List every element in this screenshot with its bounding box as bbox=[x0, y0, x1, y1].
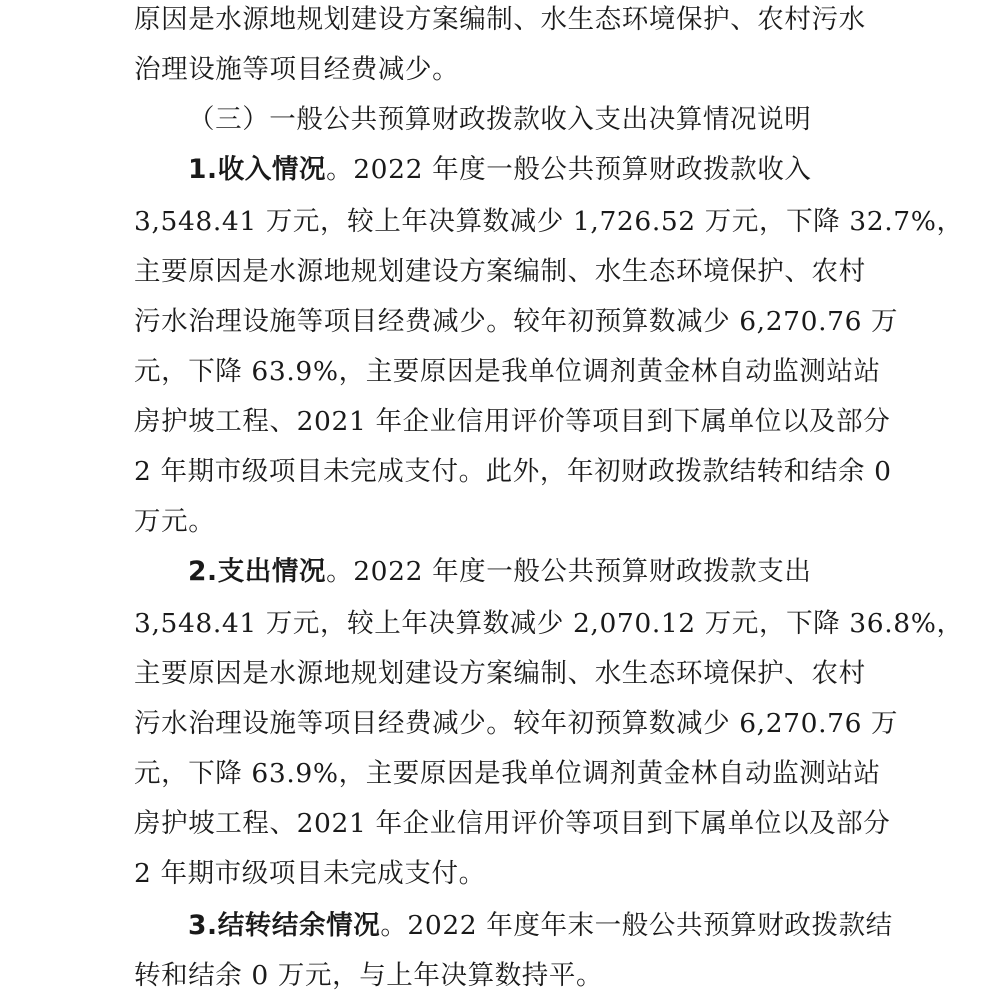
paragraph-text: 。2022 年度一般公共预算财政拨款支出 bbox=[326, 556, 812, 587]
paragraph-line: 3,548.41 万元，较上年决算数减少 1,726.52 万元，下降 32.7%， bbox=[134, 206, 964, 237]
paragraph-line: 转和结余 0 万元，与上年决算数持平。 bbox=[134, 960, 604, 991]
paragraph-line: 主要原因是水源地规划建设方案编制、水生态环境保护、农村 bbox=[134, 256, 866, 287]
paragraph-line: 2 年期市级项目未完成支付。此外，年初财政拨款结转和结余 0 bbox=[134, 456, 892, 487]
income-paragraph-start bbox=[188, 153, 811, 187]
paragraph-text: 。2022 年度年末一般公共预算财政拨款结 bbox=[380, 910, 893, 941]
paragraph-line: 2 年期市级项目未完成支付。 bbox=[134, 858, 486, 889]
section-heading: （三）一般公共预算财政拨款收入支出决算情况说明 bbox=[188, 104, 812, 135]
paragraph-text: 。2022 年度一般公共预算财政拨款收入 bbox=[326, 154, 812, 185]
paragraph-line: 元，下降 63.9%，主要原因是我单位调剂黄金林自动监测站站 bbox=[134, 758, 881, 789]
paragraph-line: 污水治理设施等项目经费减少。较年初预算数减少 6,270.76 万 bbox=[134, 708, 899, 739]
paragraph-line: 治理设施等项目经费减少。 bbox=[134, 54, 460, 85]
expense-paragraph-start bbox=[188, 555, 811, 589]
carryover-label: 3.结转结余情况 bbox=[188, 910, 381, 941]
paragraph-line: 房护坡工程、2021 年企业信用评价等项目到下属单位以及部分 bbox=[134, 406, 891, 437]
paragraph-line: 原因是水源地规划建设方案编制、水生态环境保护、农村污水 bbox=[134, 4, 866, 35]
paragraph-line: 污水治理设施等项目经费减少。较年初预算数减少 6,270.76 万 bbox=[134, 306, 899, 337]
paragraph-line: 3,548.41 万元，较上年决算数减少 2,070.12 万元，下降 36.8%， bbox=[134, 608, 964, 639]
paragraph-line: 主要原因是水源地规划建设方案编制、水生态环境保护、农村 bbox=[134, 658, 866, 689]
expense-label: 2.支出情况 bbox=[188, 556, 327, 587]
income-label: 1.收入情况 bbox=[188, 154, 327, 185]
carryover-paragraph-start bbox=[188, 909, 893, 943]
paragraph-line: 万元。 bbox=[134, 506, 216, 537]
paragraph-line: 元，下降 63.9%，主要原因是我单位调剂黄金林自动监测站站 bbox=[134, 356, 881, 387]
paragraph-line: 房护坡工程、2021 年企业信用评价等项目到下属单位以及部分 bbox=[134, 808, 891, 839]
